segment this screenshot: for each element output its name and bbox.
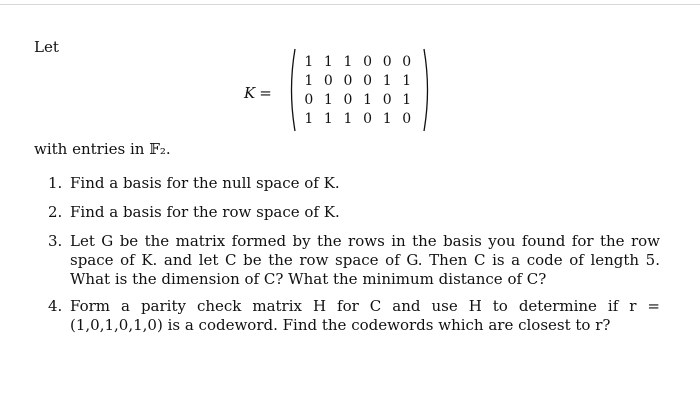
matrix-row: [299, 72, 417, 91]
item-text: Find a basis for the null space of K.: [70, 174, 340, 192]
matrix-entry: 1: [402, 73, 412, 89]
matrix-entry: 0: [402, 111, 412, 127]
matrix-row: [299, 110, 417, 129]
matrix-entry: 1: [363, 92, 373, 108]
field-statement: with entries in 𝔽₂.: [34, 140, 171, 158]
matrix-entry: 1: [304, 73, 314, 89]
matrix-entry: 1: [343, 111, 353, 127]
matrix-entry: 1: [323, 92, 333, 108]
matrix-entry: 0: [363, 73, 373, 89]
list-item: [48, 232, 660, 289]
matrix-label-group: [244, 84, 272, 102]
item-number: 4.: [48, 297, 63, 315]
matrix-entry: 1: [304, 54, 314, 70]
matrix-entry: 1: [323, 111, 333, 127]
equals-sign: =: [259, 84, 272, 102]
matrix-entry: 0: [343, 73, 353, 89]
left-parenthesis: [287, 48, 297, 132]
item-text: Form a parity check matrix H for C and use H to determine if r = (1,0,1,0,1,0) is a codeword. Find the codewords which are closest to r?: [70, 297, 660, 334]
matrix-entry: 1: [343, 54, 353, 70]
item-number: 1.: [48, 174, 63, 192]
matrix-entry: 0: [363, 111, 373, 127]
matrix-entry: 0: [323, 73, 333, 89]
matrix-entry: 0: [363, 54, 373, 70]
matrix-entry: 0: [382, 54, 392, 70]
intro-text: Let: [34, 38, 59, 56]
matrix-entry: 1: [382, 111, 392, 127]
item-number: 3.: [48, 232, 63, 250]
matrix-entry: 0: [343, 92, 353, 108]
list-item: [48, 174, 660, 193]
right-parenthesis: [422, 48, 432, 132]
top-divider: [0, 4, 700, 5]
matrix-entry: 1: [323, 54, 333, 70]
list-item: [48, 203, 660, 222]
question-list: [48, 174, 660, 345]
matrix-entry: 1: [304, 111, 314, 127]
matrix-entry: 0: [304, 92, 314, 108]
matrix-k: [299, 53, 417, 129]
item-text: Find a basis for the row space of K.: [70, 203, 340, 221]
matrix-label: K: [244, 84, 256, 102]
matrix-row: [299, 91, 417, 110]
item-number: 2.: [48, 203, 63, 221]
matrix-entry: 0: [402, 54, 412, 70]
matrix-row: [299, 53, 417, 72]
matrix-entry: 1: [382, 73, 392, 89]
matrix-entry: 1: [402, 92, 412, 108]
list-item: [48, 297, 660, 335]
matrix-entry: 0: [382, 92, 392, 108]
item-text: Let G be the matrix formed by the rows in the basis you found for the row space of K. and let C be the row space of G. Then C is a code of length 5. What is the dimension of C? What the minimum distance of C?: [70, 232, 660, 288]
